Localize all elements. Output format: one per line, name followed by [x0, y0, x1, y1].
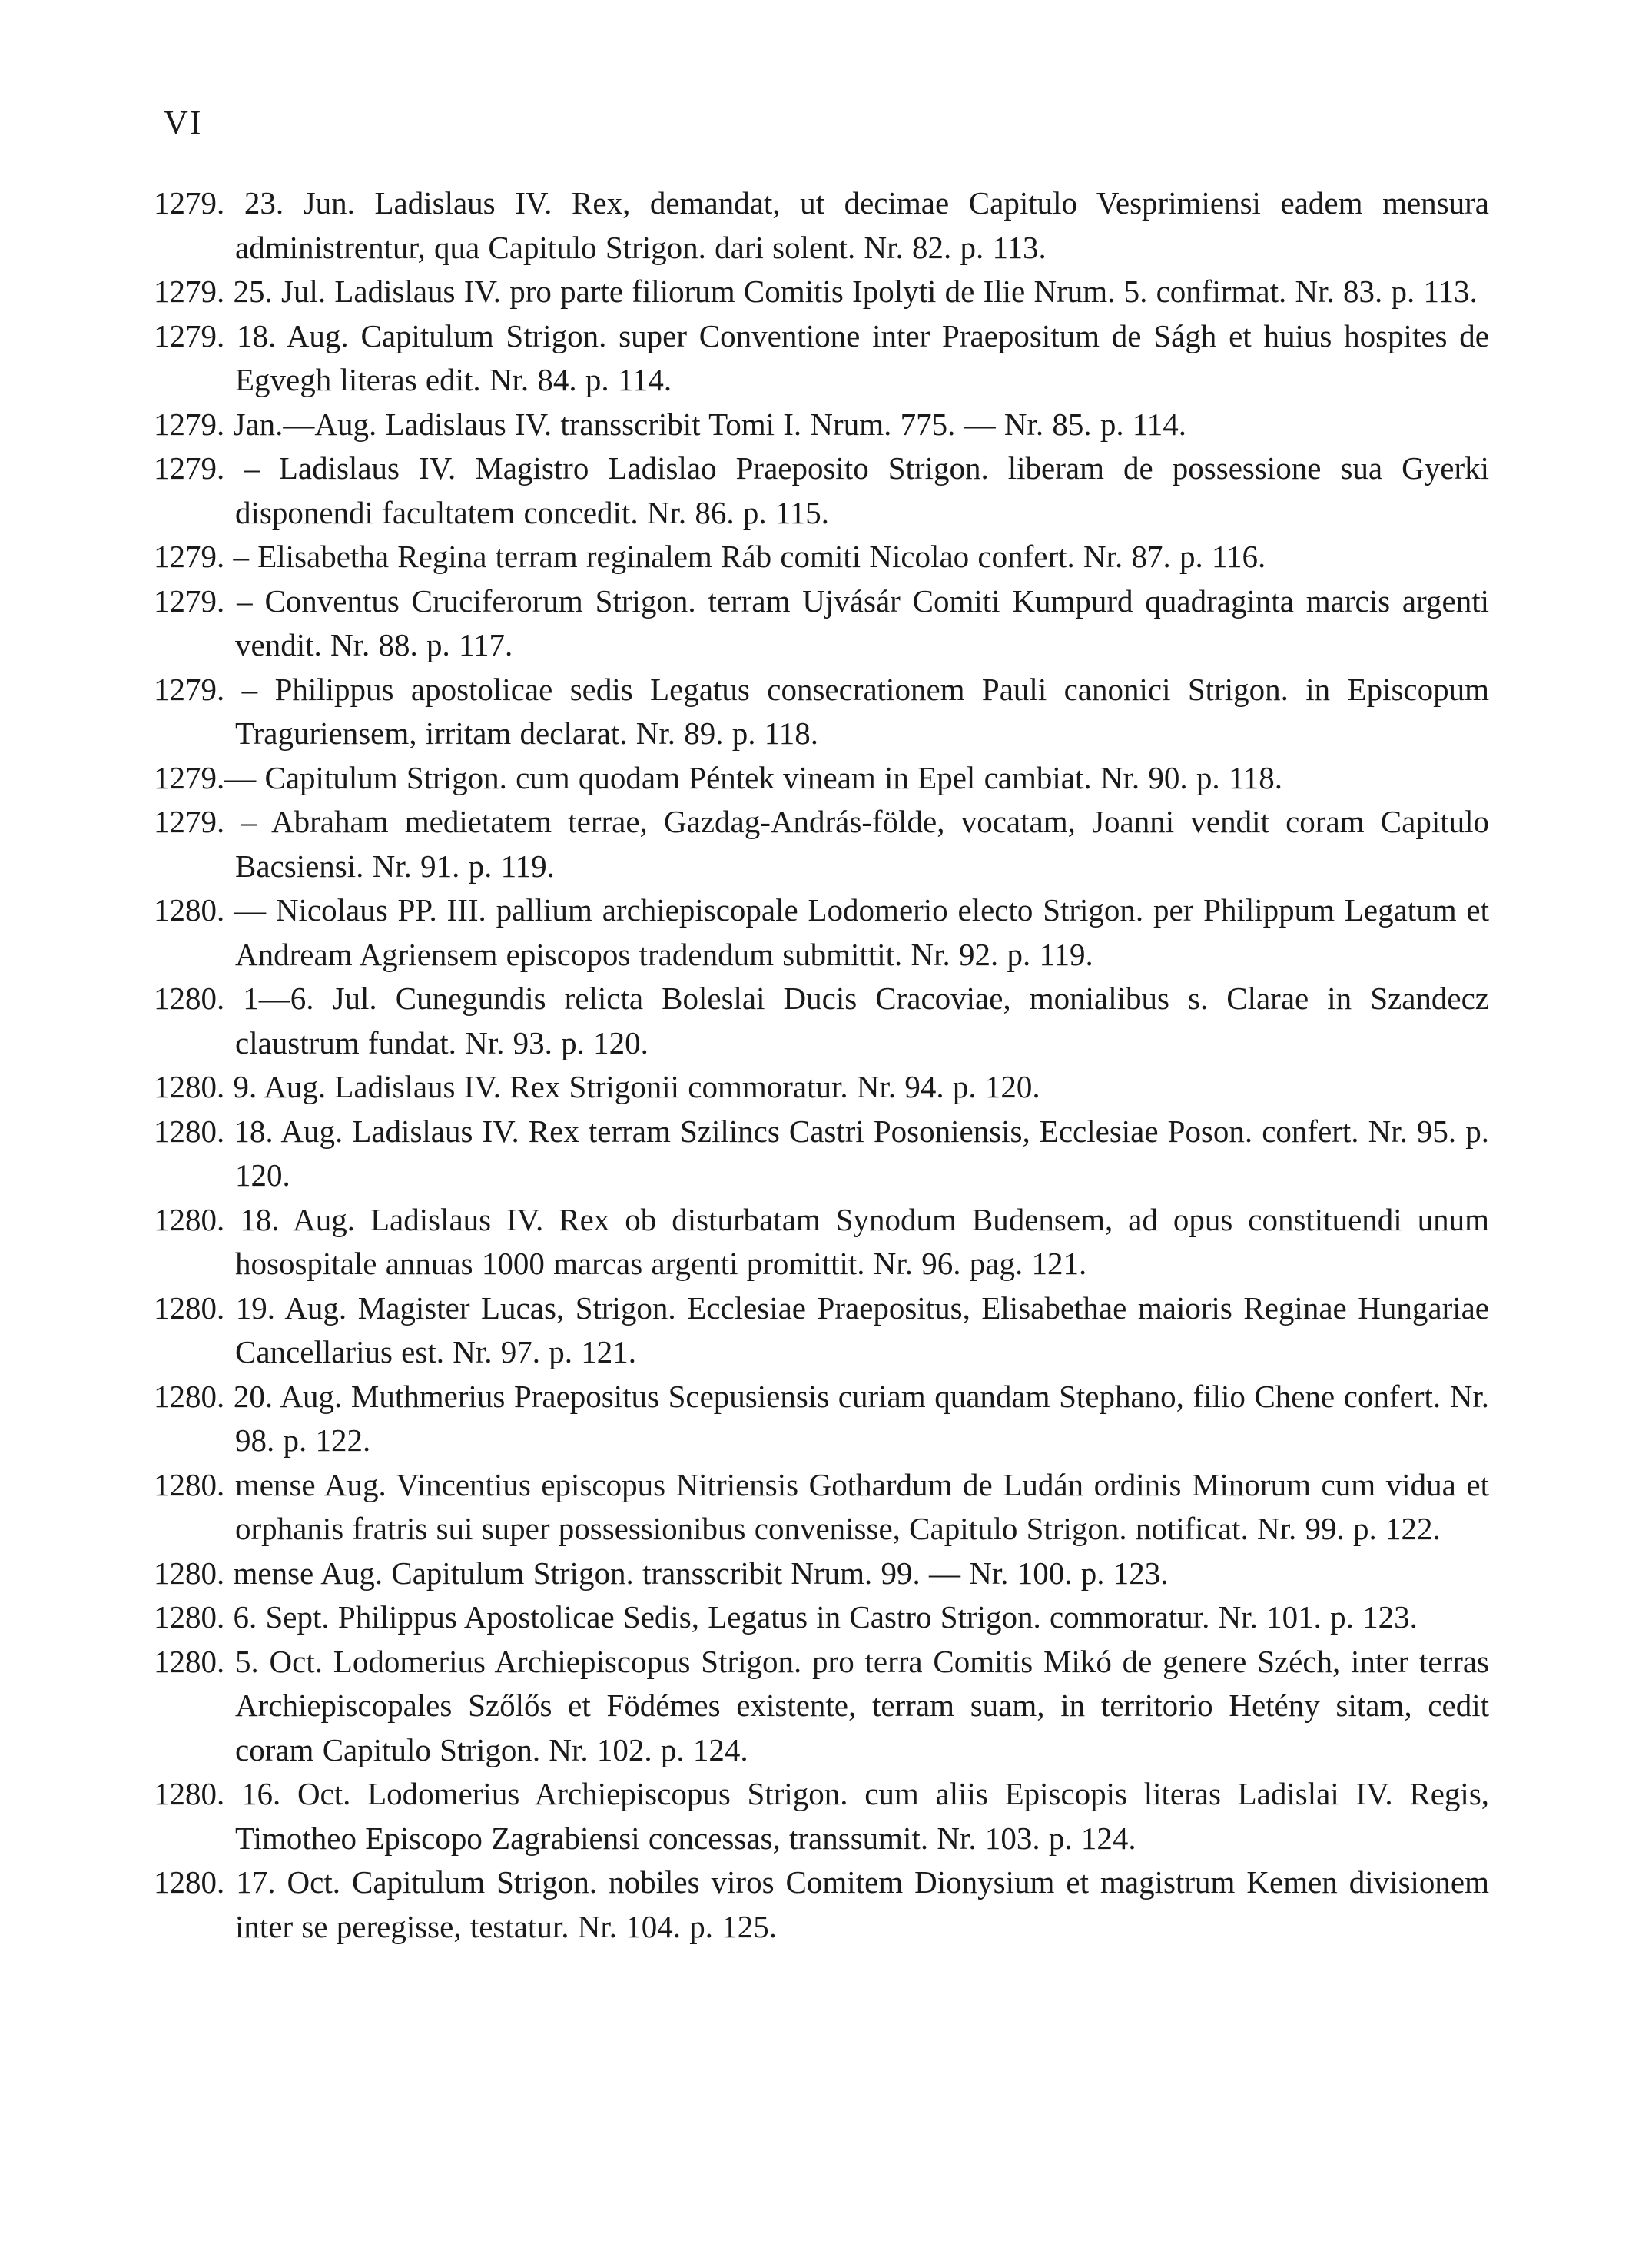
entry-text: Cunegundis relicta Boleslai Ducis Cracoviae, monialibus s. Clarae in Szandecz claustrum fundat. Nr. 93. p. 120. [235, 981, 1489, 1060]
entry-date: 1279. – [154, 804, 257, 839]
entry-text: Ladislaus IV. transscribit Tomi I. Nrum. 775. — Nr. 85. p. 114. [385, 406, 1187, 442]
entry-text: Capitulum Strigon. transscribit Nrum. 99. — Nr. 100. p. 123. [391, 1555, 1169, 1591]
entry-date: 1280. 6. Sept. [154, 1599, 330, 1635]
regest-entry [154, 977, 1489, 1065]
regest-entry [154, 181, 1489, 270]
regest-entry [154, 446, 1489, 535]
entry-date: 1280. mense Aug. [154, 1555, 383, 1591]
entry-text: Vincentius episcopus Nitriensis Gothardum de Ludán ordinis Minorum cum vidua et orphanis fratris sui super possessionibus convenisse, Capitulo Strigon. notificat. Nr. 99. p. 122. [235, 1466, 1489, 1546]
regest-entry [154, 1286, 1489, 1375]
entry-text: Ladislaus IV. Rex, demandat, ut decimae Capitulo Vesprimiensi eadem mensura administrentur, qua Capitulo Strigon. dari solent. Nr. 82. p. 113. [235, 185, 1489, 265]
regest-entry [154, 756, 1489, 801]
regest-entry [154, 1110, 1489, 1198]
entry-text: Capitulum Strigon. cum quodam Péntek vineam in Epel cambiat. Nr. 90. p. 118. [264, 759, 1283, 795]
entry-date: 1279. 25. Jul. [154, 274, 327, 309]
entry-date: 1280. 18. Aug. [154, 1113, 343, 1149]
entry-date: 1279. Jan.—Aug. [154, 406, 377, 442]
regest-entry [154, 1860, 1489, 1949]
regest-entry [154, 800, 1489, 888]
regest-entry [154, 668, 1489, 756]
entry-text: Ladislaus IV. Magistro Ladislao Praeposito Strigon. liberam de possessione sua Gyerki disponendi facultatem concedit. Nr. 86. p. 115. [235, 450, 1489, 530]
entry-text: Ladislaus IV. pro parte filiorum Comitis Ipolyti de Ilie Nrum. 5. confirmat. Nr. 83. p. 113. [334, 274, 1478, 309]
regest-entry [154, 403, 1489, 447]
page-number: VI [164, 104, 203, 141]
regest-entry [154, 1595, 1489, 1640]
entry-text: Conventus Cruciferorum Strigon. terram Ujvásár Comiti Kumpurd quadraginta marcis argenti vendit. Nr. 88. p. 117. [235, 583, 1489, 662]
regest-entry [154, 1552, 1489, 1596]
entry-text: Muthmerius Praepositus Scepusiensis curiam quandam Stephano, filio Chene confert. Nr. 98. p. 122. [235, 1378, 1489, 1458]
regest-entry [154, 1198, 1489, 1286]
entry-date: 1279.— [154, 759, 257, 795]
entry-date: 1279. – [154, 450, 260, 486]
entry-text: Ladislaus IV. Rex ob disturbatam Synodum Budensem, ad opus constituendi unum hosospitale annuas 1000 marcas argenti promittit. Nr. 96. pag. 121. [235, 1201, 1490, 1281]
entry-date: 1280. 9. Aug. [154, 1069, 327, 1104]
entry-text: Abraham medietatem terrae, Gazdag-András-földe, vocatam, Joanni vendit coram Capitulo Bacsiensi. Nr. 91. p. 119. [235, 804, 1489, 884]
entry-date: 1280. 19. Aug. [154, 1290, 347, 1326]
entry-date: 1280. 17. Oct. [154, 1864, 340, 1900]
entry-text: Lodomerius Archiepiscopus Strigon. pro terra Comitis Mikó de genere Széch, inter terras Archiepiscopales Szőlős et Födémes existente, terram suam, in territorio Hetény sitam, cedit coram Capitulo Strigon. Nr. 102. p. 124. [235, 1643, 1490, 1767]
regest-entry [154, 314, 1489, 403]
entry-text: Philippus Apostolicae Sedis, Legatus in Castro Strigon. commoratur. Nr. 101. p. 123. [337, 1599, 1418, 1635]
regest-entry [154, 535, 1489, 579]
regest-entry [154, 1463, 1489, 1552]
regest-entry [154, 270, 1489, 314]
entry-date: 1280. 18. Aug. [154, 1201, 356, 1237]
regesta-list [154, 181, 1489, 1949]
entry-text: Ladislaus IV. Rex terram Szilincs Castri Posoniensis, Ecclesiae Poson. confert. Nr. 95. p. 120. [235, 1113, 1489, 1193]
entry-text: Lodomerius Archiepiscopus Strigon. cum aliis Episcopis literas Ladislai IV. Regis, Timotheo Episcopo Zagrabiensi concessas, transsumit. Nr. 103. p. 124. [235, 1776, 1490, 1856]
entry-text: Capitulum Strigon. super Conventione inter Praepositum de Ságh et huius hospites de Egvegh literas edit. Nr. 84. p. 114. [235, 317, 1489, 397]
regest-entry [154, 1375, 1489, 1463]
entry-date: 1280. 1—6. Jul. [154, 981, 377, 1016]
entry-date: 1279. – [154, 583, 253, 619]
entry-text: Ladislaus IV. Rex Strigonii commoratur. Nr. 94. p. 120. [334, 1069, 1040, 1104]
entry-date: 1279. 23. Jun. [154, 185, 355, 221]
entry-date: 1280. — [154, 892, 267, 928]
regest-entry [154, 1065, 1489, 1110]
entry-date: 1280. 5. Oct. [154, 1643, 323, 1679]
entry-text: Capitulum Strigon. nobiles viros Comitem Dionysium et magistrum Kemen divisionem inter se peregisse, testatur. Nr. 104. p. 125. [235, 1864, 1490, 1944]
regest-entry [154, 1640, 1489, 1773]
entry-text: Nicolaus PP. III. pallium archiepiscopale Lodomerio electo Strigon. per Philippum Legatum et Andream Agriensem episcopos tradendum submittit. Nr. 92. p. 119. [235, 892, 1489, 972]
entry-date: 1279. – [154, 539, 249, 574]
entry-date: 1280. 16. Oct. [154, 1776, 351, 1811]
entry-text: Magister Lucas, Strigon. Ecclesiae Praepositus, Elisabethae maioris Reginae Hungariae Cancellarius est. Nr. 97. p. 121. [235, 1290, 1490, 1369]
entry-date: 1280. 20. Aug. [154, 1378, 343, 1414]
entry-text: Elisabetha Regina terram reginalem Ráb comiti Nicolao confert. Nr. 87. p. 116. [257, 539, 1266, 574]
entry-date: 1279. – [154, 671, 258, 707]
regest-entry [154, 888, 1489, 977]
entry-date: 1279. 18. Aug. [154, 317, 349, 353]
entry-text: Philippus apostolicae sedis Legatus consecrationem Pauli canonici Strigon. in Episcopum Traguriensem, irritam declarat. Nr. 89. p. 118. [235, 671, 1490, 751]
regest-entry [154, 1772, 1489, 1860]
regest-entry [154, 579, 1489, 668]
entry-date: 1280. mense Aug. [154, 1466, 386, 1502]
